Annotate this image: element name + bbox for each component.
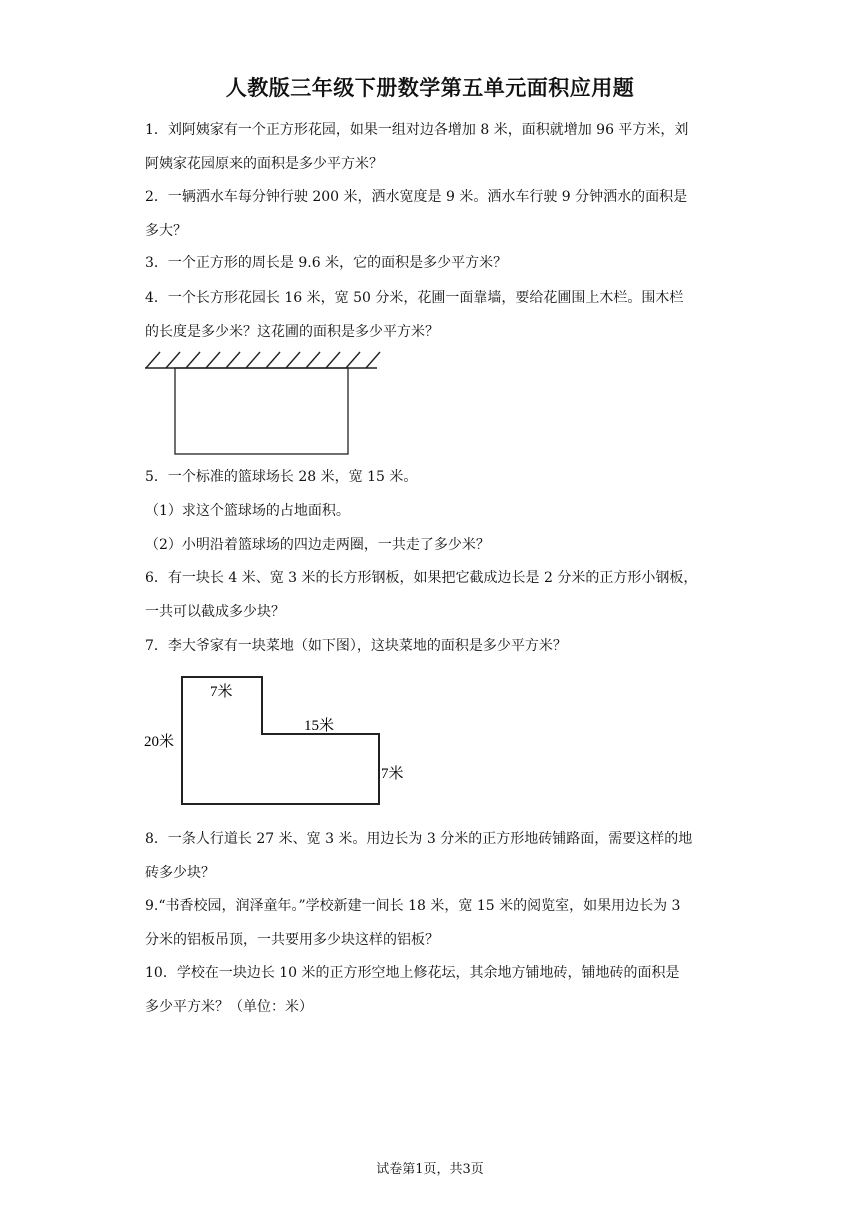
- question-6-line-2: 一共可以截成多少块？: [145, 604, 285, 620]
- question-4: [145, 281, 725, 349]
- question-5-line-3: （2）小明沿着篮球场的四边走两圈，一共走了多少米？: [145, 537, 490, 553]
- question-5-line-2: （1）求这个篮球场的占地面积。: [145, 503, 350, 519]
- page-title: 人教版三年级下册数学第五单元面积应用题: [225, 75, 635, 100]
- garden-wall-figure: [140, 348, 385, 460]
- question-6: [145, 561, 725, 629]
- question-4-line-2: 的长度是多少米？这花圃的面积是多少平方米？: [145, 324, 439, 340]
- question-2: [145, 180, 725, 248]
- question-1-line-1: 1．刘阿姨家有一个正方形花园，如果一组对边各增加 8 米，面积就增加 96 平方米，刘: [145, 122, 689, 138]
- label-right-height: 7米: [381, 766, 404, 782]
- page-footer: 试卷第1页，共3页: [376, 1162, 484, 1177]
- question-7: [145, 629, 725, 663]
- question-4-line-1: 4．一个长方形花园长 16 米，宽 50 分米，花圃一面靠墙，要给花圃围上木栏。围木栏: [145, 290, 684, 306]
- garden-rectangle: [175, 368, 348, 454]
- question-2-line-2: 多大？: [145, 223, 187, 239]
- question-9-line-2: 分米的铝板吊顶，一共要用多少块这样的铝板？: [145, 932, 439, 948]
- question-5-line-1: 5．一个标准的篮球场长 28 米，宽 15 米。: [145, 469, 418, 485]
- question-3-line-1: 3．一个正方形的周长是 9.6 米，它的面积是多少平方米？: [145, 255, 508, 271]
- question-9: [145, 889, 725, 957]
- question-8-line-2: 砖多少块？: [145, 865, 215, 881]
- question-10-line-1: 10．学校在一块边长 10 米的正方形空地上修花坛，其余地方铺地砖，铺地砖的面积是: [145, 965, 680, 981]
- question-8-line-1: 8．一条人行道长 27 米、宽 3 米。用边长为 3 分米的正方形地砖铺路面，需要这样的地: [145, 831, 693, 847]
- question-10: [145, 956, 725, 1024]
- question-10-line-2: 多少平方米？（单位：米）: [145, 999, 313, 1015]
- question-9-line-1: 9.“书香校园，润泽童年。”学校新建一间长 18 米，宽 15 米的阅览室，如果用边长为 3: [145, 898, 681, 914]
- question-1: [145, 113, 725, 181]
- vegetable-plot-figure: [140, 668, 420, 813]
- question-3: [145, 246, 725, 280]
- label-left-height: 20米: [144, 734, 175, 750]
- question-2-line-1: 2．一辆洒水车每分钟行驶 200 米，洒水宽度是 9 米。洒水车行驶 9 分钟洒水的面积是: [145, 189, 688, 205]
- question-7-line-1: 7．李大爷家有一块菜地（如下图），这块菜地的面积是多少平方米？: [145, 638, 567, 654]
- wall-hatching: [146, 352, 380, 368]
- question-5: [145, 460, 725, 562]
- question-8: [145, 822, 725, 890]
- label-top-width: 7米: [210, 684, 233, 700]
- question-6-line-1: 6．有一块长 4 米、宽 3 米的长方形钢板，如果把它截成边长是 2 分米的正方形小钢板，: [145, 570, 698, 586]
- question-1-line-2: 阿姨家花园原来的面积是多少平方米？: [145, 156, 383, 172]
- label-middle-length: 15米: [304, 718, 335, 734]
